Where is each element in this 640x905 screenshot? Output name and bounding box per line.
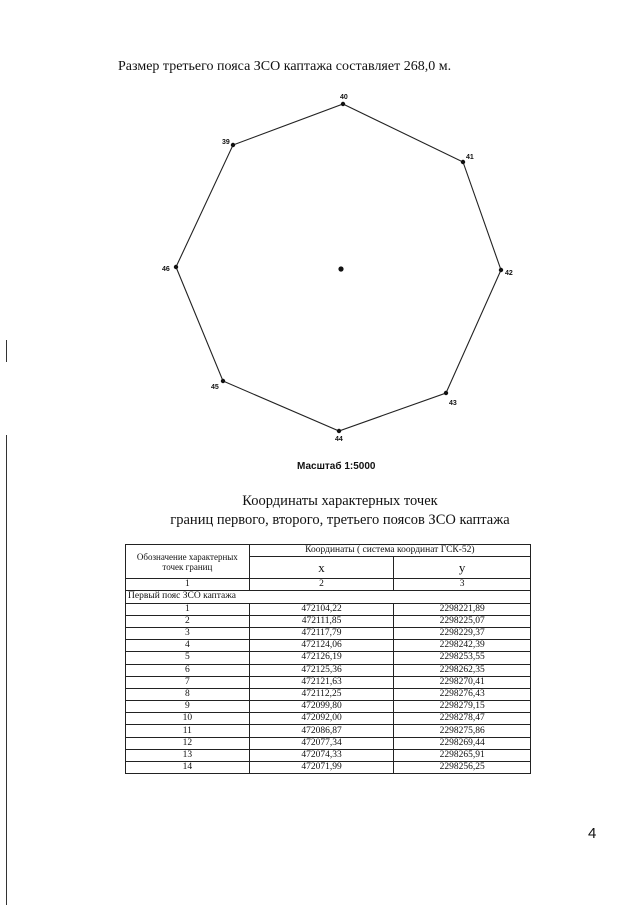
table-row [126, 688, 531, 700]
table-title [0, 492, 640, 530]
x-coordinate-cell: 472121,63 [249, 676, 394, 688]
scan-edge-mark [6, 435, 7, 905]
boundary-point-label: 43 [449, 400, 457, 407]
y-coordinate-cell: 2298256,25 [394, 762, 531, 774]
table-title-line1: Координаты характерных точек [242, 493, 438, 509]
table-row [126, 713, 531, 725]
table-row [126, 676, 531, 688]
point-number-cell: 4 [126, 640, 250, 652]
table-row [126, 652, 531, 664]
point-number-cell: 7 [126, 676, 250, 688]
column-number: 3 [394, 579, 531, 591]
header-y: у [394, 557, 531, 579]
point-number-cell: 9 [126, 701, 250, 713]
y-coordinate-cell: 2298269,44 [394, 737, 531, 749]
y-coordinate-cell: 2298229,37 [394, 627, 531, 639]
x-coordinate-cell: 472111,85 [249, 615, 394, 627]
column-number-row [126, 579, 531, 591]
boundary-point-label: 40 [340, 94, 348, 101]
point-number-cell: 6 [126, 664, 250, 676]
table-header-row [126, 545, 531, 557]
section-row [126, 591, 531, 603]
x-coordinate-cell: 472074,33 [249, 749, 394, 761]
boundary-point-marker [499, 268, 503, 272]
boundary-point-marker [341, 102, 345, 106]
point-number-cell: 5 [126, 652, 250, 664]
wellhead-center-point [338, 266, 343, 271]
table-row [126, 737, 531, 749]
table-row [126, 615, 531, 627]
scale-label: Масштаб 1:5000 [297, 461, 376, 472]
scan-edge-mark [6, 340, 7, 362]
x-coordinate-cell: 472125,36 [249, 664, 394, 676]
y-coordinate-cell: 2298262,35 [394, 664, 531, 676]
x-coordinate-cell: 472092,00 [249, 713, 394, 725]
x-coordinate-cell: 472112,25 [249, 688, 394, 700]
header-designation: Обозначение характерных точек границ [126, 545, 250, 579]
section-label: Первый пояс ЗСО каптажа [126, 591, 531, 603]
point-number-cell: 2 [126, 615, 250, 627]
y-coordinate-cell: 2298276,43 [394, 688, 531, 700]
y-coordinate-cell: 2298275,86 [394, 725, 531, 737]
header-x: х [249, 557, 394, 579]
table-row [126, 664, 531, 676]
y-coordinate-cell: 2298225,07 [394, 615, 531, 627]
table-row [126, 627, 531, 639]
table-row [126, 749, 531, 761]
y-coordinate-cell: 2298279,15 [394, 701, 531, 713]
table-row [126, 701, 531, 713]
point-number-cell: 10 [126, 713, 250, 725]
point-number-cell: 13 [126, 749, 250, 761]
column-number: 1 [126, 579, 250, 591]
x-coordinate-cell: 472071,99 [249, 762, 394, 774]
boundary-point-marker [221, 379, 225, 383]
coordinates-table [125, 544, 531, 774]
y-coordinate-cell: 2298253,55 [394, 652, 531, 664]
boundary-point-marker [231, 143, 235, 147]
y-coordinate-cell: 2298221,89 [394, 603, 531, 615]
boundary-point-marker [444, 391, 448, 395]
page-number: 4 [588, 825, 597, 842]
header-coordinates: Координаты ( система координат ГСК-52) [249, 545, 530, 557]
y-coordinate-cell: 2298265,91 [394, 749, 531, 761]
x-coordinate-cell: 472077,34 [249, 737, 394, 749]
x-coordinate-cell: 472117,79 [249, 627, 394, 639]
x-coordinate-cell: 472099,80 [249, 701, 394, 713]
x-coordinate-cell: 472124,06 [249, 640, 394, 652]
point-number-cell: 8 [126, 688, 250, 700]
table-row [126, 725, 531, 737]
table-row [126, 640, 531, 652]
point-number-cell: 3 [126, 627, 250, 639]
point-number-cell: 12 [126, 737, 250, 749]
boundary-point-marker [337, 429, 341, 433]
heading: Размер третьего пояса ЗСО каптажа составляет 268,0 м. [118, 59, 452, 74]
x-coordinate-cell: 472104,22 [249, 603, 394, 615]
x-coordinate-cell: 472086,87 [249, 725, 394, 737]
point-number-cell: 11 [126, 725, 250, 737]
boundary-point-label: 44 [335, 436, 343, 443]
boundary-point-label: 46 [162, 266, 170, 273]
x-coordinate-cell: 472126,19 [249, 652, 394, 664]
y-coordinate-cell: 2298242,39 [394, 640, 531, 652]
table-title-line2: границ первого, второго, третьего поясов ЗСО каптажа [170, 512, 510, 528]
boundary-point-label: 41 [466, 154, 474, 161]
column-number: 2 [249, 579, 394, 591]
boundary-point-label: 39 [222, 139, 230, 146]
y-coordinate-cell: 2298270,41 [394, 676, 531, 688]
table-row [126, 762, 531, 774]
table-row [126, 603, 531, 615]
boundary-point-label: 42 [505, 270, 513, 277]
boundary-point-marker [461, 160, 465, 164]
boundary-point-marker [174, 265, 178, 269]
point-number-cell: 1 [126, 603, 250, 615]
boundary-point-label: 45 [211, 384, 219, 391]
y-coordinate-cell: 2298278,47 [394, 713, 531, 725]
point-number-cell: 14 [126, 762, 250, 774]
zone-boundary-diagram [160, 92, 520, 452]
